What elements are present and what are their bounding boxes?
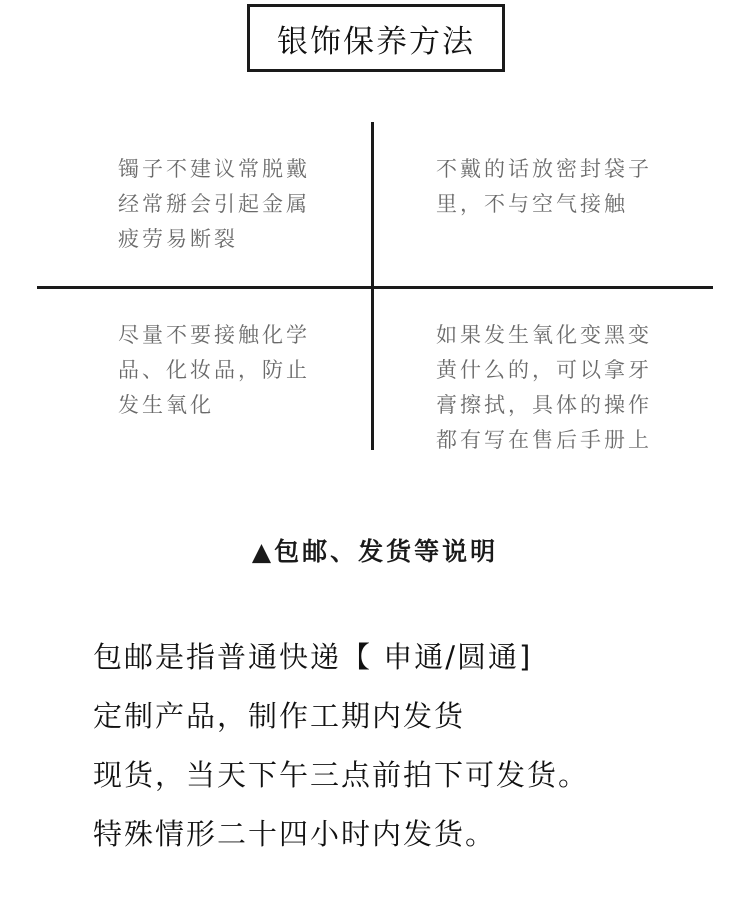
tip-line: 不戴的话放密封袋子 <box>436 157 652 181</box>
tip-line: 品、化妆品，防止 <box>118 358 310 382</box>
shipping-line: 现货，当天下午三点前拍下可发货。 <box>93 758 590 792</box>
shipping-heading: ▲包邮、发货等说明 <box>251 537 499 566</box>
care-tip-chemicals <box>118 318 310 423</box>
tip-line: 疲劳易断裂 <box>118 227 238 251</box>
tip-line: 里，不与空气接触 <box>436 192 628 216</box>
shipping-line: 特殊情形二十四小时内发货。 <box>93 817 497 851</box>
tip-line: 黄什么的，可以拿牙 <box>436 358 652 382</box>
tip-line: 都有写在售后手册上 <box>436 428 652 452</box>
tip-line: 膏擦拭，具体的操作 <box>436 393 652 417</box>
tip-line: 如果发生氧化变黑变 <box>436 323 652 347</box>
tip-line: 尽量不要接触化学 <box>118 323 310 347</box>
care-tip-cleaning <box>436 318 652 458</box>
shipping-line: 定制产品，制作工期内发货 <box>93 699 466 733</box>
shipping-line: 包邮是指普通快递【 申通/圆通] <box>93 640 533 674</box>
title-box <box>247 4 505 72</box>
tip-line: 经常掰会引起金属 <box>118 192 310 216</box>
tip-line: 镯子不建议常脱戴 <box>118 157 310 181</box>
horizontal-divider <box>37 286 713 289</box>
shipping-info <box>93 628 589 864</box>
care-tip-storage <box>436 152 652 222</box>
care-tip-bracelet <box>118 152 310 257</box>
tip-line: 发生氧化 <box>118 393 214 417</box>
page-title: 银饰保养方法 <box>277 23 475 60</box>
